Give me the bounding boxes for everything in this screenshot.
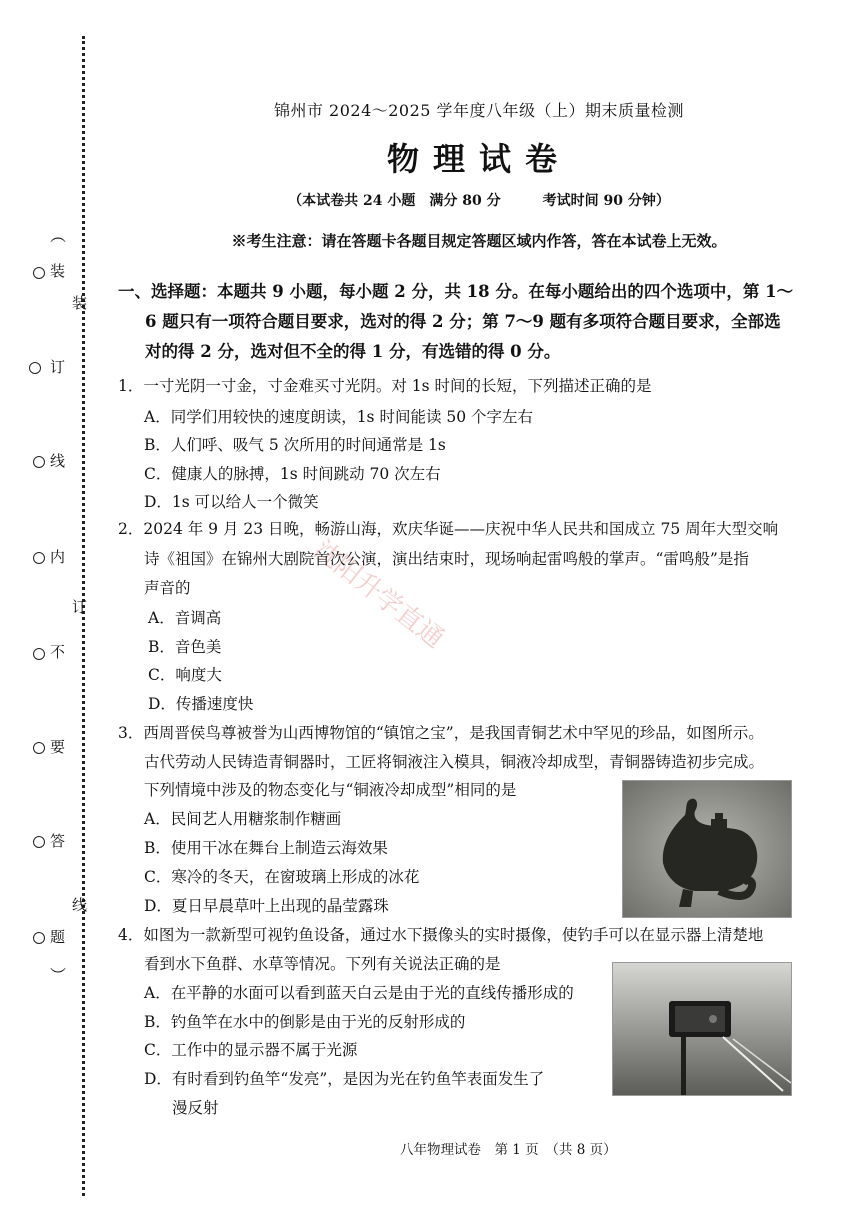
exam-notice: ※考生注意：请在答题卡各题目规定答题区域内作答，答在本试卷上无效。 <box>231 232 727 250</box>
binding-paren-bottom: ︶ <box>50 966 67 985</box>
question-option: B．音色美 <box>148 638 222 656</box>
binding-hole <box>33 267 45 279</box>
binding-dotted-line <box>82 36 85 1196</box>
binding-char-right: 订 <box>72 598 88 616</box>
exam-info: （本试卷共 24 小题 满分 80 分 考试时间 90 分钟） <box>288 193 670 209</box>
question-stem-cont: 看到水下鱼群、水草等情况。下列有关说法正确的是 <box>144 955 501 973</box>
bronze-bird-vessel-illustration <box>623 781 791 917</box>
question-option: D．1s 可以给人一个微笑 <box>144 493 319 511</box>
question-option: C．工作中的显示器不属于光源 <box>144 1041 358 1059</box>
question-option: C．寒冷的冬天，在窗玻璃上形成的冰花 <box>144 868 420 886</box>
binding-hole <box>33 456 45 468</box>
question-stem: 1．一寸光阴一寸金，寸金难买寸光阴。对 1s 时间的长短，下列描述正确的是 <box>118 377 652 395</box>
binding-hole <box>33 836 45 848</box>
question-option: D．传播速度快 <box>148 695 254 713</box>
binding-char: 内 <box>50 548 66 566</box>
section-line: 6 题只有一项符合题目要求，选对的得 2 分；第 7～9 题有多项符合题目要求，全部选 <box>145 312 781 331</box>
binding-char: 线 <box>50 452 66 470</box>
binding-char: 题 <box>50 928 66 946</box>
question-option: D．夏日早晨草叶上出现的晶莹露珠 <box>144 897 389 915</box>
exam-subtitle: 锦州市 2024～2025 学年度八年级（上）期末质量检测 <box>273 101 685 120</box>
question-stem-cont: 诗《祖国》在锦州大剧院首次公演，演出结束时，现场响起雷鸣般的掌声。“雷鸣般”是指 <box>144 550 749 568</box>
question-option: A．在平静的水面可以看到蓝天白云是由于光的直线传播形成的 <box>144 984 574 1002</box>
question-option: B．钓鱼竿在水中的倒影是由于光的反射形成的 <box>144 1013 466 1031</box>
binding-hole <box>33 932 45 944</box>
fishing-monitor-illustration <box>613 963 791 1095</box>
binding-char: 不 <box>50 643 66 661</box>
bronze-bird-vessel-image <box>622 780 792 918</box>
binding-char: 答 <box>50 832 66 850</box>
question-option: B．人们呼、吸气 5 次所用的时间通常是 1s <box>144 436 446 454</box>
question-option: A．民间艺人用糖浆制作糖画 <box>144 810 342 828</box>
section-instructions <box>118 277 818 367</box>
question-stem: 4．如图为一款新型可视钓鱼设备，通过水下摄像头的实时摄像，使钓手可以在显示器上清楚地 <box>118 926 764 944</box>
question-option: D．有时看到钓鱼竿“发亮”，是因为光在钓鱼竿表面发生了 <box>144 1070 545 1088</box>
binding-hole <box>33 552 45 564</box>
binding-hole <box>33 742 45 754</box>
question-option-cont: 漫反射 <box>172 1099 219 1117</box>
binding-hole <box>33 648 45 660</box>
question-stem-cont: 古代劳动人民铸造青铜器时，工匠将铜液注入模具，铜液冷却成型，青铜器铸造初步完成。 <box>144 753 765 771</box>
binding-paren-top: ︵ <box>50 226 67 245</box>
question-stem-cont: 下列情境中涉及的物态变化与“铜液冷却成型”相同的是 <box>144 781 517 799</box>
watermark: 沈阳升学直通 <box>307 534 450 655</box>
question-option: A．音调高 <box>148 609 222 627</box>
question-option: C．响度大 <box>148 666 222 684</box>
question-option: B．使用干冰在舞台上制造云海效果 <box>144 839 388 857</box>
question-stem: 2．2024 年 9 月 23 日晚，畅游山海，欢庆华诞——庆祝中华人民共和国成立 75 周年大型交响 <box>118 520 779 538</box>
question-stem: 3．西周晋侯鸟尊被誉为山西博物馆的“镇馆之宝”，是我国青铜艺术中罕见的珍品，如图所示。 <box>118 724 764 742</box>
section-line: 一、选择题：本题共 9 小题，每小题 2 分，共 18 分。在每小题给出的四个选项中，第 1～ <box>118 282 794 301</box>
question-option: C．健康人的脉搏，1s 时间跳动 70 次左右 <box>144 465 441 483</box>
binding-hole <box>29 362 41 374</box>
question-stem-cont: 声音的 <box>144 579 191 597</box>
fishing-monitor-image <box>612 962 792 1096</box>
exam-title: 物理试卷 <box>386 140 571 178</box>
binding-char: 装 <box>50 262 66 280</box>
question-option: A．同学们用较快的速度朗读，1s 时间能读 50 个字左右 <box>144 408 534 426</box>
binding-char: 订 <box>50 358 66 376</box>
binding-char-right: 线 <box>72 896 88 914</box>
section-line: 对的得 2 分，选对但不全的得 1 分，有选错的得 0 分。 <box>145 342 561 361</box>
binding-char-right: 装 <box>72 294 88 312</box>
page-footer: 八年物理试卷 第 1 页 （共 8 页） <box>400 1142 617 1158</box>
binding-char: 要 <box>50 738 66 756</box>
